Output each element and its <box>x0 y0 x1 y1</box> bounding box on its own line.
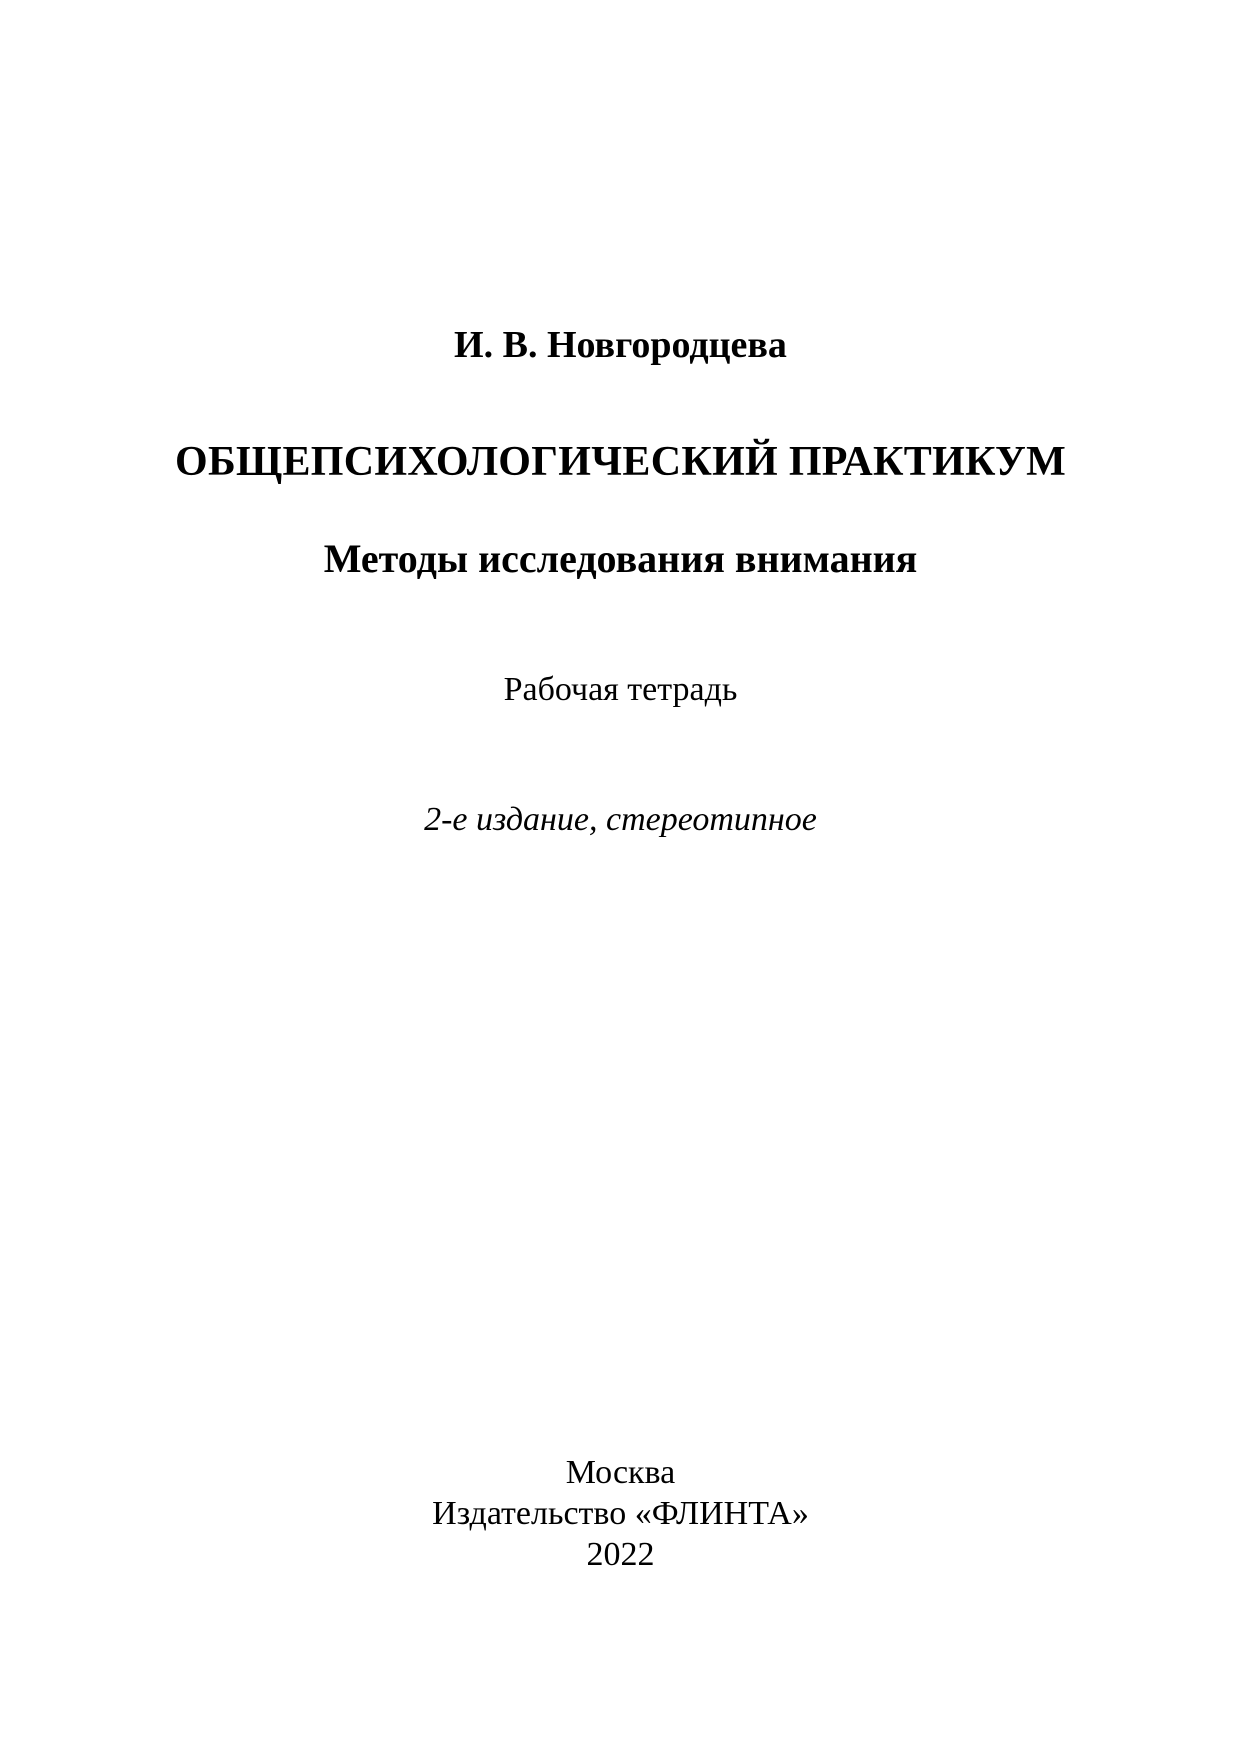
document-type: Рабочая тетрадь <box>503 671 738 708</box>
imprint <box>0 1452 1241 1575</box>
imprint-year: 2022 <box>586 1536 655 1573</box>
imprint-city: Москва <box>565 1454 676 1491</box>
edition-note: 2-е издание, стереотипное <box>424 801 817 838</box>
imprint-publisher: Издательство «ФЛИНТА» <box>432 1495 809 1532</box>
book-subtitle: Методы исследования внимания <box>323 536 918 581</box>
book-title: ОБЩЕПСИХОЛОГИЧЕСКИЙ ПРАКТИКУМ <box>174 439 1067 485</box>
author-name: И. В. Новгородцева <box>454 324 787 366</box>
